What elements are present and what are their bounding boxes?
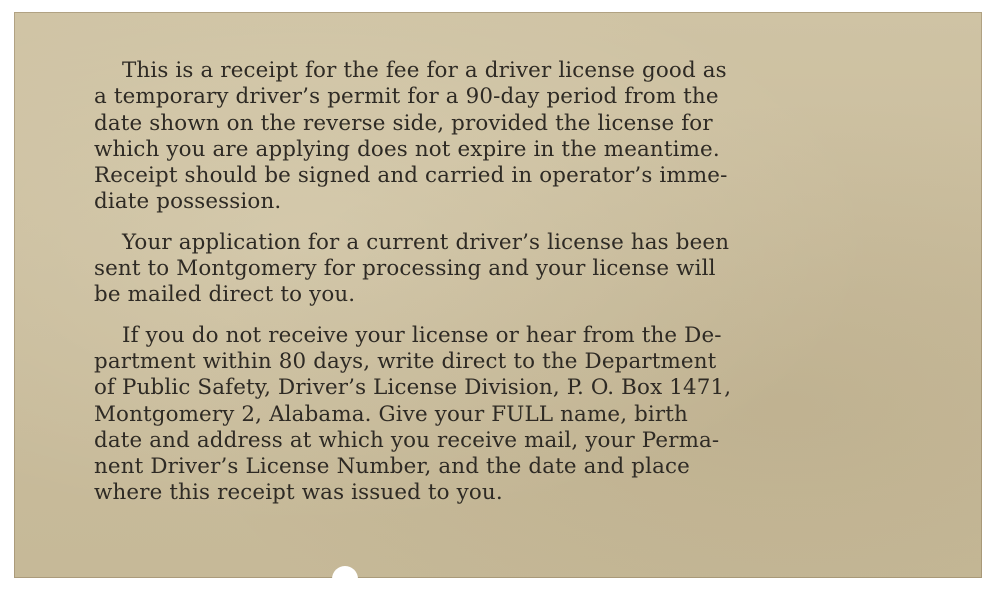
text-line: Receipt should be signed and carried in operator’s imme- — [94, 163, 728, 189]
text-line: be mailed direct to you. — [94, 282, 356, 308]
edge-notch — [332, 566, 358, 580]
text-line: nent Driver’s License Number, and the date and place — [94, 454, 690, 480]
text-line: a temporary driver’s permit for a 90-day period from the — [94, 84, 719, 110]
text-line: which you are applying does not expire in the meantime. — [94, 136, 720, 162]
text-line: partment within 80 days, write direct to the Department — [94, 348, 717, 374]
text-line: Your application for a current driver’s license has been — [122, 229, 730, 255]
paragraph-receipt-terms — [94, 58, 900, 216]
text-line: sent to Montgomery for processing and your license will — [94, 256, 716, 282]
text-line: date shown on the reverse side, provided the license for — [94, 110, 713, 136]
text-line: If you do not receive your license or hear from the De- — [122, 322, 722, 348]
text-line: This is a receipt for the fee for a driver license good as — [122, 58, 727, 83]
text-line: date and address at which you receive mail, your Perma- — [94, 427, 720, 453]
perforated-edge — [14, 9, 982, 15]
text-line: where this receipt was issued to you. — [94, 480, 503, 506]
text-line: Montgomery 2, Alabama. Give your FULL name, birth — [94, 401, 688, 427]
paragraph-application-status — [94, 230, 900, 309]
text-line: diate possession. — [94, 189, 282, 215]
text-line: of Public Safety, Driver’s License Division, P. O. Box 1471, — [94, 375, 732, 401]
receipt-paper — [14, 12, 982, 578]
paragraph-contact-instructions — [94, 323, 900, 507]
receipt-text — [94, 58, 900, 521]
